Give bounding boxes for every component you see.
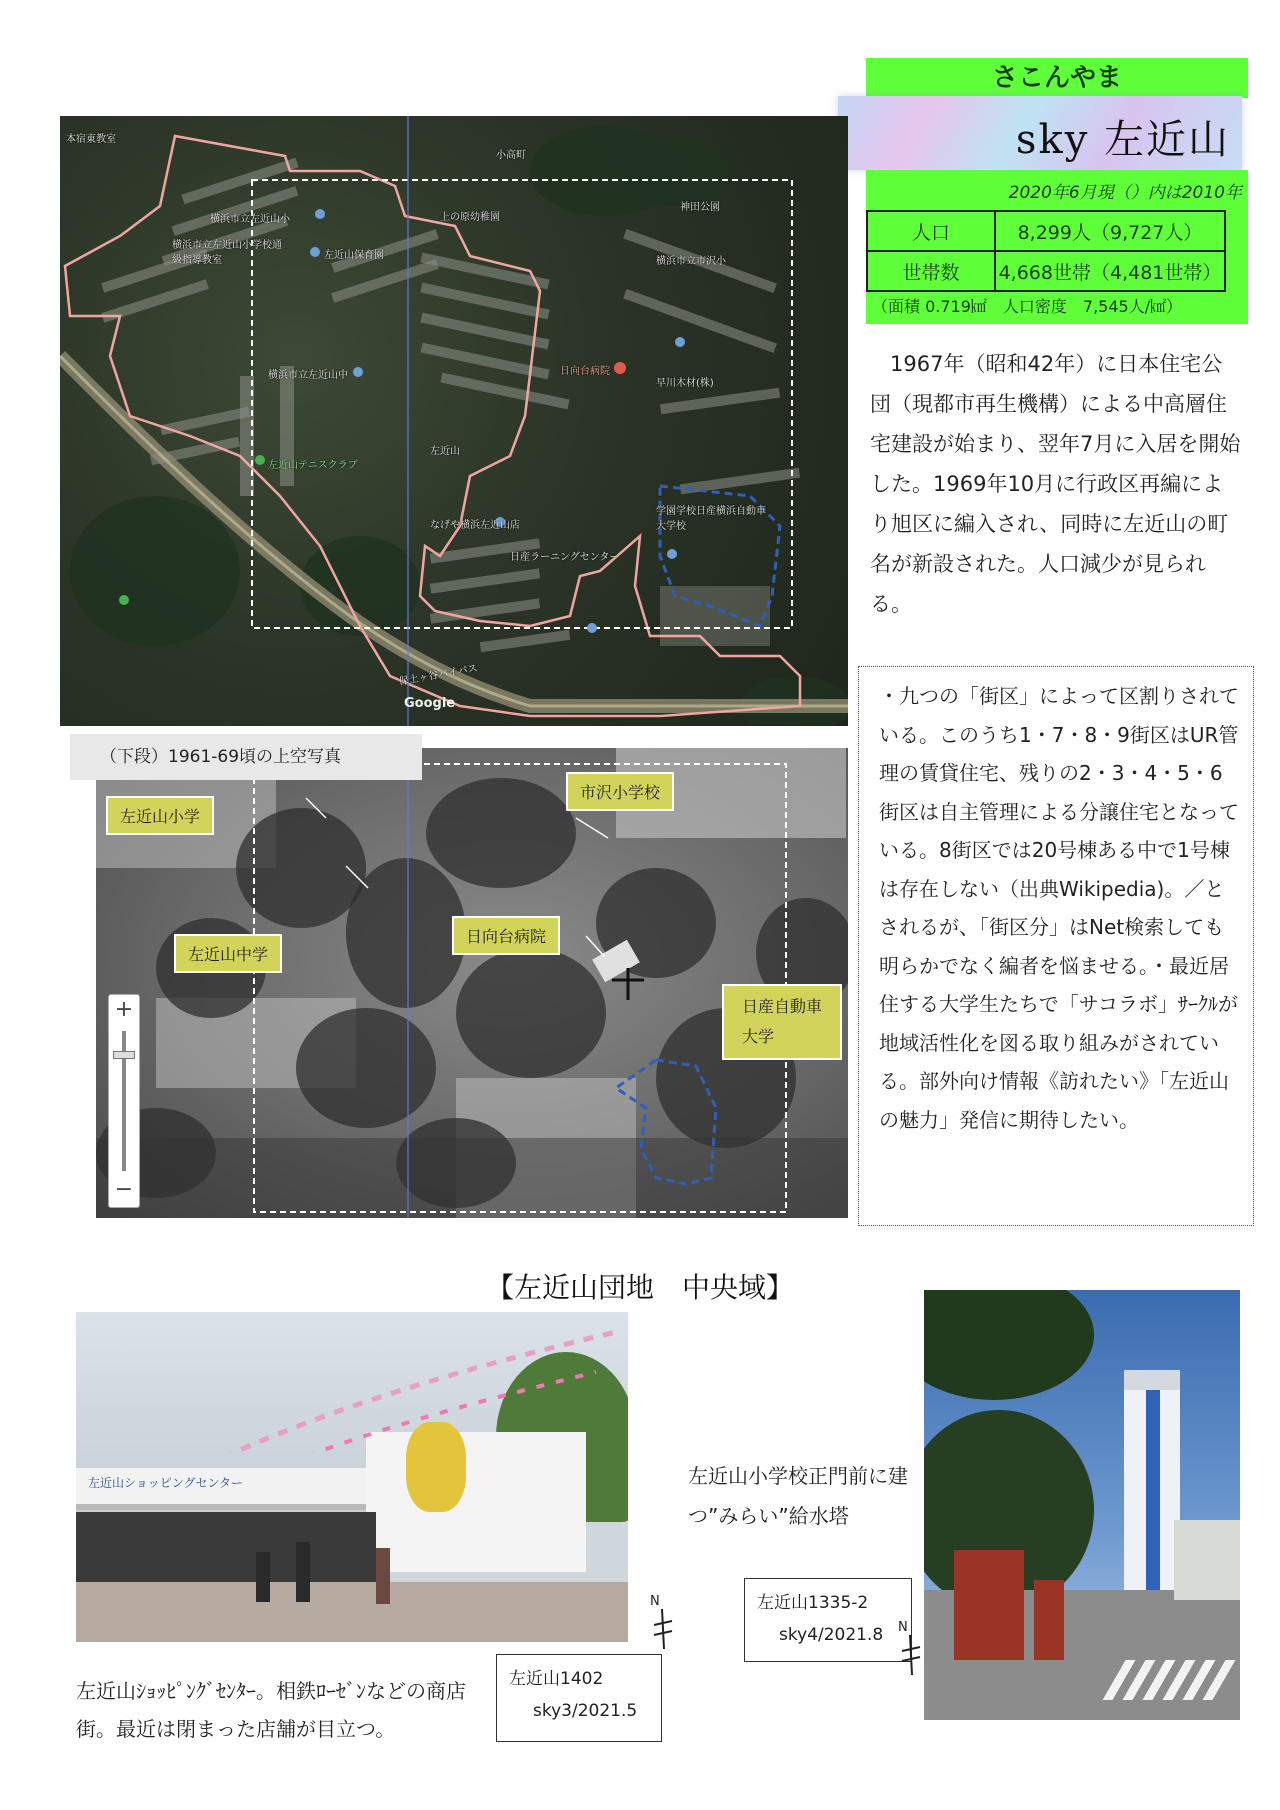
shopping-center-sign: 左近山ショッピングセンター — [88, 1476, 244, 1490]
google-logo: Google — [404, 696, 456, 711]
zoom-slider-handle[interactable] — [113, 1051, 135, 1059]
shopping-center-photo — [76, 1312, 628, 1642]
water-tower-caption: 左近山小学校正門前に建つ”みらい”給水塔 — [688, 1464, 908, 1528]
stamp-photo2-id: sky4/2021.8 — [779, 1625, 884, 1645]
stats-table — [866, 210, 1226, 292]
zoom-out-button[interactable]: − — [114, 1177, 134, 1202]
note-box: ・九つの「街区」によって区割りされている。このうち1・7・8・9街区はUR管理の賃貸住宅、残りの2・3・4・5・6街区は自主管理による分譲住宅となっている。8街区では20号棟ある中で1号棟は存在しない（出典Wikipedia)。／とされるが、「街区分」はNet検索しても明らかでなく編者を悩ませる。・最近居住する大学生たちで「サコラボ」ｻｰｸﾙが地域活性化を図る取り組みがされている。部外向け情報《訪れたい》「左近山の魅力」発信に期待したい。 — [858, 666, 1254, 1226]
stat-label-households: 世帯数 — [867, 251, 995, 291]
north-arrow-icon — [898, 1635, 924, 1675]
map-label: 左近山保育園 — [324, 250, 384, 261]
map-label: 神田公園 — [680, 202, 720, 213]
stat-value-households: 4,668世帯（4,481世帯） — [995, 251, 1225, 291]
satellite-map[interactable] — [60, 116, 848, 726]
stamp-photo2 — [744, 1578, 912, 1662]
label-ichizawa-elementary: 市沢小学校 — [566, 772, 674, 811]
map-label: 横浜市立左近山小 — [210, 214, 290, 225]
aerial-caption: （下段）1961-69頃の上空写真 — [70, 734, 422, 780]
zoom-in-button[interactable]: + — [114, 997, 134, 1022]
map-label: 左近山 — [430, 446, 460, 457]
area-density-line: （面積 0.719㎢ 人口密度 7,545人/㎢） — [872, 297, 1183, 316]
north-arrow — [898, 1620, 924, 1675]
shopping-center-caption: 左近山ｼｮｯﾋﾟﾝｸﾞｾﾝﾀｰ。相鉄ﾛｰｾﾞﾝなどの商店街。最近は閉まった店舗が目立つ。 — [76, 1679, 466, 1741]
water-tower-photo — [924, 1290, 1240, 1720]
label-nissan-university — [722, 984, 842, 1060]
label-sakonyama-elementary: 左近山小学 — [106, 796, 214, 835]
map-label: 保土ヶ谷バイパス — [397, 663, 479, 688]
north-arrow-icon — [650, 1609, 676, 1649]
table-row — [867, 251, 1225, 291]
label-nissan-line2: 大学 — [742, 1027, 775, 1046]
map-label: 早川木材(株) — [656, 378, 714, 389]
north-arrow — [650, 1594, 676, 1649]
stat-label-population: 人口 — [867, 211, 995, 251]
map-label: 日向台病院 — [560, 366, 610, 377]
title-kana: さこんやま — [866, 58, 1248, 98]
map-label: 小高町 — [496, 150, 526, 161]
page-title: sky 左近山 — [1015, 117, 1230, 163]
as-of-note: 2020年6月現（）内は2010年 — [1008, 183, 1242, 203]
stamp-photo1-id: sky3/2021.5 — [533, 1701, 638, 1721]
intro-text — [870, 344, 1242, 624]
stat-value-population: 8,299人（9,727人） — [995, 211, 1225, 251]
map-label: 日産ラーニングセンター — [510, 552, 620, 563]
map-label: 本宿東教室 — [66, 134, 116, 145]
label-sakonyama-middle: 左近山中学 — [174, 934, 282, 973]
north-label: N — [898, 1620, 908, 1635]
title-box — [838, 96, 1242, 170]
aerial-photo[interactable] — [96, 748, 848, 1218]
map-label: 横浜市立左近山中 — [268, 370, 348, 381]
zoom-control — [108, 994, 140, 1208]
table-row — [867, 211, 1225, 251]
north-label: N — [650, 1594, 660, 1609]
map-label: 上の原幼稚園 — [440, 212, 500, 223]
label-hinatadai-hospital: 日向台病院 — [452, 916, 560, 955]
stamp-photo1 — [496, 1654, 662, 1742]
intro-body: 1967年（昭和42年）に日本住宅公団（現都市再生機構）による中高層住宅建設が始まり、翌年7月に入居を開始した。1969年10月に行政区再編により旭区に編入され、同時に左近山の町名が新設された。人口減少が見られる。 — [870, 352, 1241, 616]
map-label: なげや横浜左近山店 — [430, 520, 520, 531]
map-label: 横浜市立左近山小学校通級指導教室 — [172, 240, 282, 266]
stamp-photo2-address: 左近山1335-2 — [757, 1593, 869, 1613]
section-title: 【左近山団地 中央域】 — [485, 1271, 794, 1304]
map-label: 学園学校日産横浜自動車大学校 — [656, 506, 766, 532]
map-label: 横浜市立市沢小 — [656, 256, 726, 267]
map-label: 左近山テニスクラブ — [268, 460, 358, 471]
label-nissan-line1: 日産自動車 — [742, 997, 823, 1016]
stamp-photo1-address: 左近山1402 — [509, 1669, 604, 1689]
